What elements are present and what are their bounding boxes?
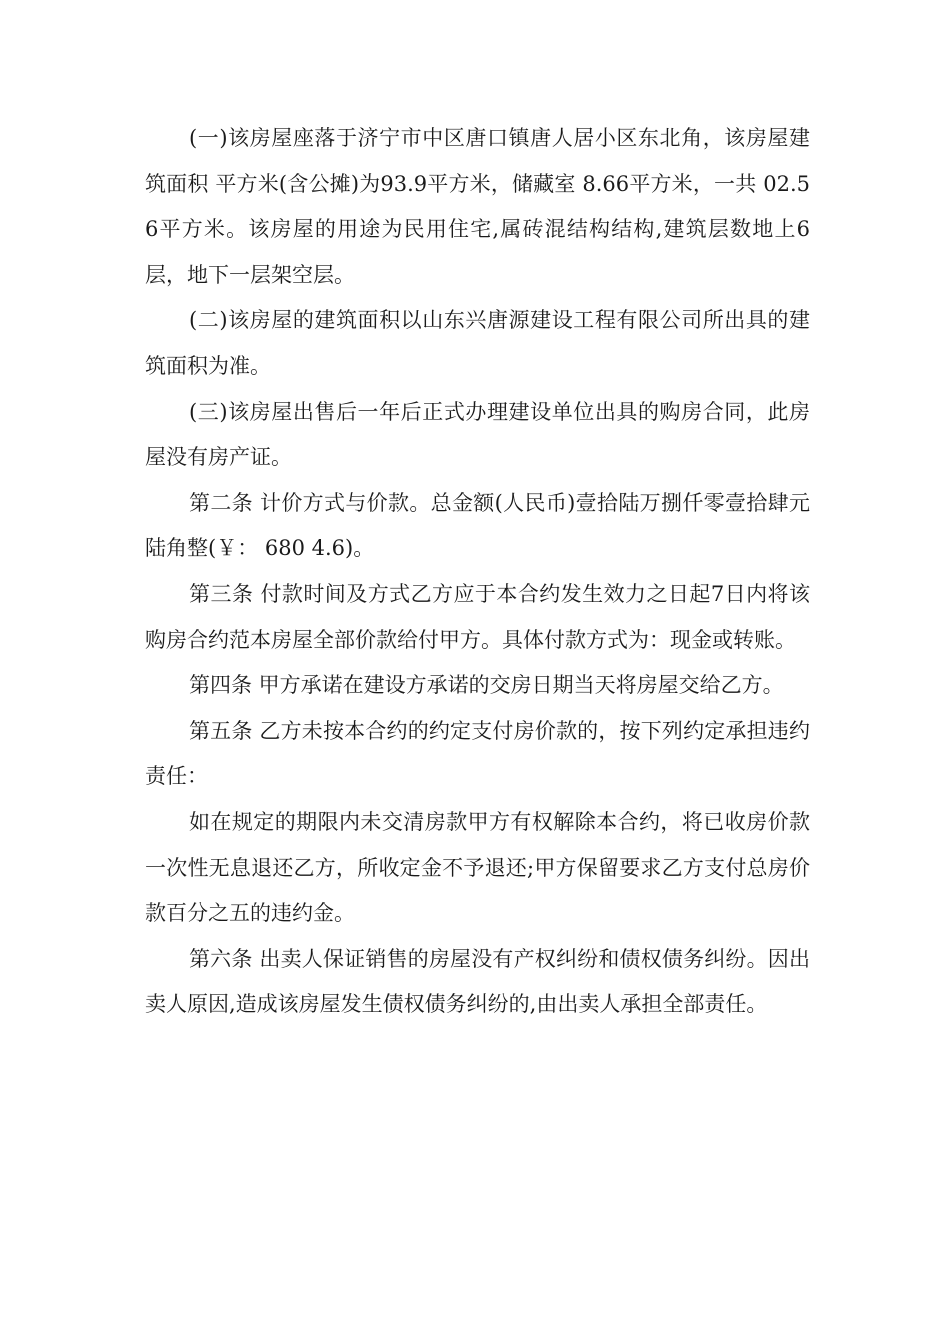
paragraph-article-3-payment: 第三条 付款时间及方式乙方应于本合约发生效力之日起7日内将该购房合约范本房屋全部价款给付甲方。具体付款方式为：现金或转账。: [145, 581, 810, 652]
paragraph-article-4-delivery: 第四条 甲方承诺在建设方承诺的交房日期当天将房屋交给乙方。: [189, 673, 784, 698]
paragraph-property-location: (一)该房屋座落于济宁市中区唐口镇唐人居小区东北角，该房屋建筑面积 平方米(含公摊)为93.9平方米，储藏室 8.66平方米，一共 02.56平方米。该房屋的用途为民用住宅,属砖混结构结构,建筑层数地上6层，地下一层架空层。: [145, 126, 810, 287]
paragraph-article-2-pricing: 第二条 计价方式与价款。总金额(人民币)壹拾陆万捌仟零壹拾肆元陆角整(￥： 680 4.6)。: [145, 490, 810, 561]
paragraph-purchase-contract: (三)该房屋出售后一年后正式办理建设单位出具的购房合同，此房屋没有房产证。: [145, 399, 810, 470]
paragraph-breach-terms: 如在规定的期限内未交清房款甲方有权解除本合约，将已收房价款一次性无息退还乙方，所收定金不予退还;甲方保留要求乙方支付总房价款百分之五的违约金。: [145, 809, 810, 926]
paragraph-building-area: (二)该房屋的建筑面积以山东兴唐源建设工程有限公司所出具的建筑面积为准。: [145, 308, 810, 378]
paragraph-article-5-breach: 第五条 乙方未按本合约的约定支付房价款的，按下列约定承担违约责任：: [145, 718, 810, 789]
document-body: [145, 116, 810, 1028]
paragraph-article-6-warranty: 第六条 出卖人保证销售的房屋没有产权纠纷和债权债务纠纷。因出卖人原因,造成该房屋发生债权债务纠纷的,由出卖人承担全部责任。: [145, 946, 810, 1017]
